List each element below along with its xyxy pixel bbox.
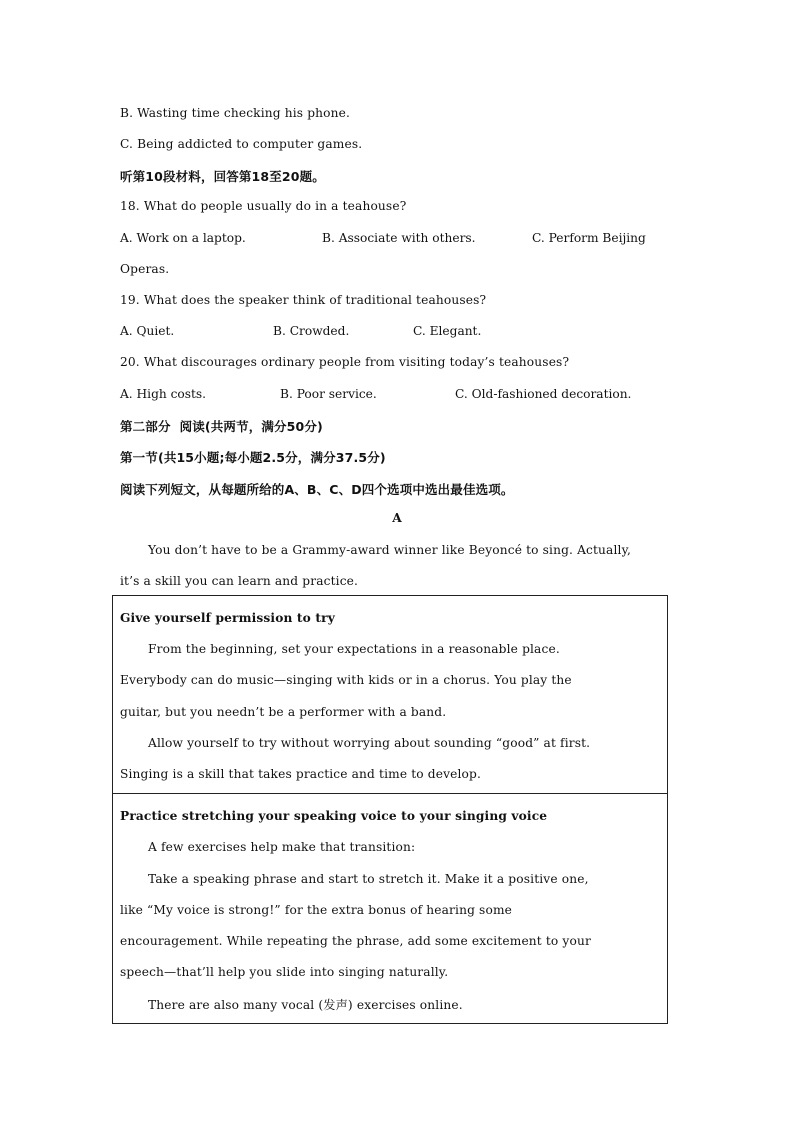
box2-line: speech—that’ll help you slide into singing naturally.: [120, 965, 449, 979]
q17-option-b: B. Wasting time checking his phone.: [120, 106, 351, 120]
q19-option-a: A. Quiet.: [120, 324, 175, 338]
box2-line: like “My voice is strong!” for the extra bonus of hearing some: [120, 903, 513, 917]
box2-line: encouragement. While repeating the phrase, add some excitement to your: [120, 934, 591, 948]
q18-option-b: B. Associate with others.: [322, 231, 476, 245]
box1-line: From the beginning, set your expectations in a reasonable place.: [148, 642, 560, 656]
part2-heading: 第二部分 阅读(共两节，满分50分): [120, 419, 323, 434]
q20-option-b: B. Poor service.: [280, 387, 377, 401]
q18-stem: 18. What do people usually do in a teahouse?: [120, 199, 407, 213]
passage-label: A: [392, 511, 402, 525]
q19-stem: 19. What does the speaker think of traditional teahouses?: [120, 293, 487, 307]
section-instruction-10: 听第10段材料，回答第18至20题。: [120, 169, 325, 184]
intro-line-1: You don’t have to be a Grammy-award winner like Beyoncé to sing. Actually,: [148, 543, 632, 557]
box1-line: Allow yourself to try without worrying about sounding “good” at first.: [148, 736, 591, 750]
box1-line: Everybody can do music—singing with kids or in a chorus. You play the: [120, 673, 572, 687]
box2-line: Take a speaking phrase and start to stretch it. Make it a positive one,: [148, 872, 589, 886]
q17-option-c: C. Being addicted to computer games.: [120, 137, 363, 151]
section1-heading: 第一节(共15小题;每小题2.5分，满分37.5分): [120, 450, 386, 465]
q20-option-a: A. High costs.: [120, 387, 207, 401]
q18-option-c-continued: Operas.: [120, 262, 170, 276]
box2-line: There are also many vocal (发声) exercises online.: [148, 998, 463, 1012]
intro-line-2: it’s a skill you can learn and practice.: [120, 574, 359, 588]
box1-title: Give yourself permission to try: [120, 611, 335, 625]
q19-option-b: B. Crowded.: [273, 324, 350, 338]
box1-line: guitar, but you needn’t be a performer with a band.: [120, 705, 447, 719]
q18-option-a: A. Work on a laptop.: [120, 231, 246, 245]
q18-option-c: C. Perform Beijing: [532, 231, 646, 245]
q20-stem: 20. What discourages ordinary people from visiting today’s teahouses?: [120, 355, 570, 369]
reading-instruction: 阅读下列短文，从每题所给的A、B、C、D四个选项中选出最佳选项。: [120, 482, 514, 497]
box2-line: A few exercises help make that transition:: [148, 840, 416, 854]
box1-line: Singing is a skill that takes practice and time to develop.: [120, 767, 482, 781]
q19-option-c: C. Elegant.: [413, 324, 482, 338]
q20-option-c: C. Old-fashioned decoration.: [455, 387, 632, 401]
box2-title: Practice stretching your speaking voice to your singing voice: [120, 809, 548, 823]
